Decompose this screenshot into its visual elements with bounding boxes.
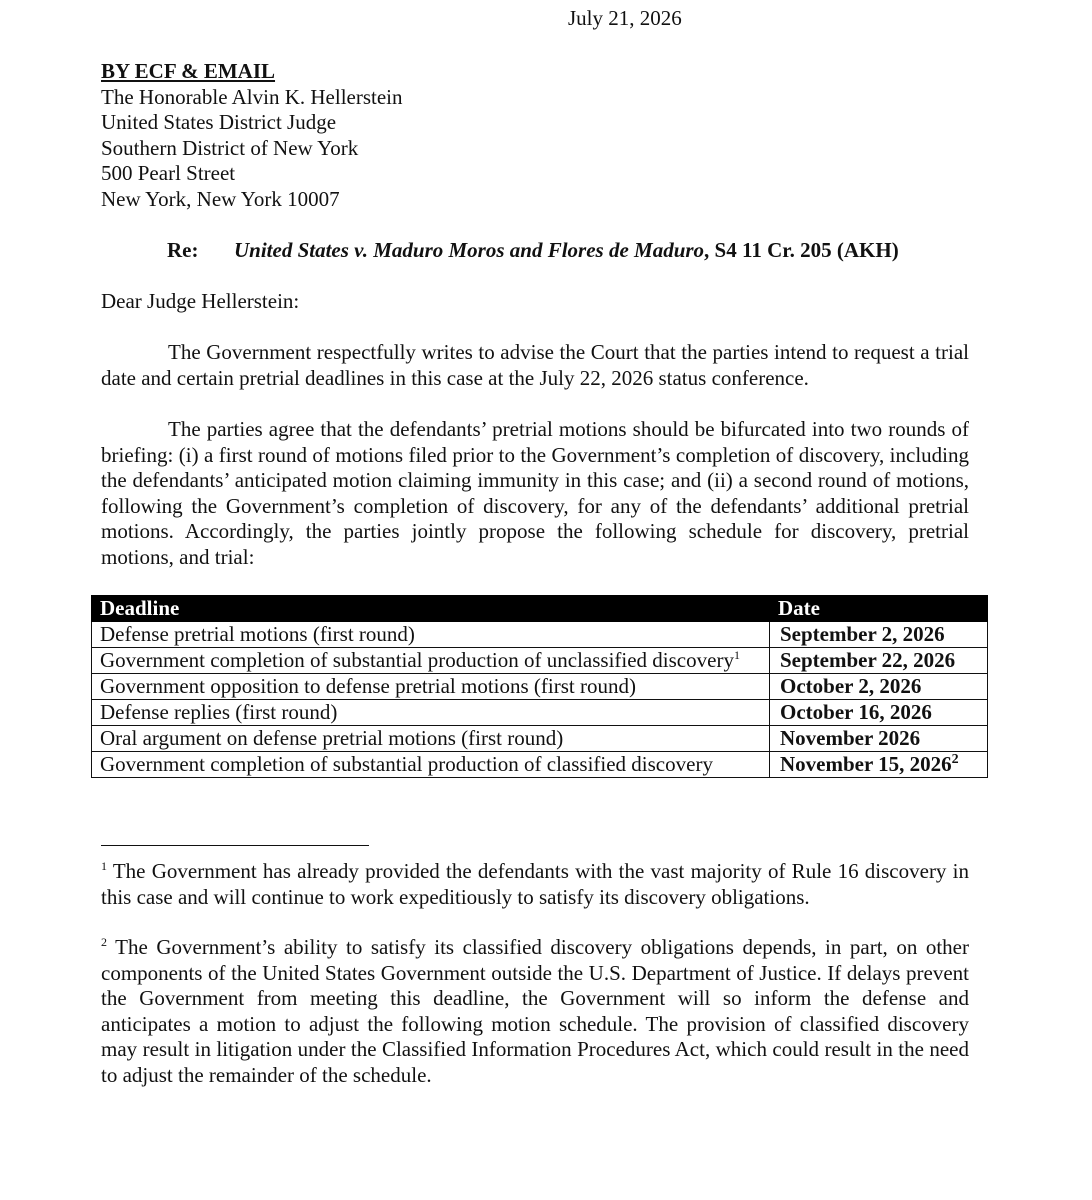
- table-row: [92, 726, 988, 752]
- deadline-cell: Oral argument on defense pretrial motions (first round): [92, 726, 770, 752]
- docket-number: , S4 11 Cr. 205 (AKH): [704, 238, 899, 262]
- table-row: [92, 674, 988, 700]
- address-line: New York, New York 10007: [101, 186, 340, 211]
- column-header-deadline: Deadline: [92, 596, 770, 622]
- footnote-ref: 1: [733, 648, 740, 662]
- delivery-method: BY ECF & EMAIL: [101, 59, 276, 83]
- deadline-cell: Government completion of substantial production of classified discovery: [92, 752, 770, 778]
- letter-date: July 21, 2026: [568, 6, 682, 30]
- salutation: Dear Judge Hellerstein:: [101, 289, 300, 313]
- address-line: The Honorable Alvin K. Hellerstein: [101, 84, 403, 109]
- recipient-address-block: [101, 59, 403, 212]
- deadline-cell: Defense pretrial motions (first round): [92, 622, 770, 648]
- deadline-cell: Government completion of substantial production of unclassified discovery$^1$: [92, 648, 770, 674]
- footnote-text: The Government has already provided the defendants with the vast majority of Rule 16 discovery in this case and will continue to work expeditiously to satisfy its discovery obligations.: [101, 859, 969, 909]
- date-cell: November 15, 2026$^2$: [770, 752, 988, 778]
- re-line: [167, 238, 899, 264]
- deadline-cell: Government opposition to defense pretrial motions (first round): [92, 674, 770, 700]
- date-cell: October 2, 2026: [770, 674, 988, 700]
- date-cell: October 16, 2026: [770, 700, 988, 726]
- footnote-marker: 2: [101, 935, 107, 949]
- date-cell: November 2026: [770, 726, 988, 752]
- footnote-marker: 1: [101, 859, 107, 873]
- table-row: [92, 752, 988, 778]
- date-cell: September 2, 2026: [770, 622, 988, 648]
- re-label: Re:: [167, 238, 199, 262]
- body-paragraph-1: [101, 340, 969, 391]
- footnote-text: The Government’s ability to satisfy its classified discovery obligations depends, in part, on other components of the United States Government outside the U.S. Department of Justice. If delays prevent the Government from meeting this deadline, the Government will so inform the defense and anticipates a motion to adjust the following motion schedule. The provision of classified discovery may result in litigation under the Classified Information Procedures Act, which could result in the need to adjust the remainder of the schedule.: [101, 935, 969, 1087]
- table-row: [92, 700, 988, 726]
- footnote-1: [101, 859, 969, 910]
- footnote-2: [101, 935, 969, 1088]
- address-line: 500 Pearl Street: [101, 161, 236, 185]
- table-row: [92, 648, 988, 674]
- column-header-date: Date: [770, 596, 988, 622]
- schedule-table: [91, 595, 988, 778]
- address-line: Southern District of New York: [101, 135, 359, 160]
- table-header-row: [92, 596, 988, 622]
- case-caption: United States v. Maduro Moros and Flores de Maduro: [234, 238, 705, 262]
- paragraph-text: The Government respectfully writes to advise the Court that the parties intend to request a trial date and certain pretrial deadlines in this case at the July 22, 2026 status conference.: [101, 340, 969, 390]
- footnote-ref: 2: [951, 752, 959, 767]
- date-cell: September 22, 2026: [770, 648, 988, 674]
- deadline-cell: Defense replies (first round): [92, 700, 770, 726]
- footnote-separator: [101, 845, 369, 846]
- table-row: [92, 622, 988, 648]
- body-paragraph-2: [101, 417, 969, 570]
- paragraph-text: The parties agree that the defendants’ pretrial motions should be bifurcated into two rounds of briefing: (i) a first round of motions filed prior to the Government’s completion of discovery, including the defendants’ anticipated motion claiming immunity in this case; and (ii) a second round of motions, following the Government’s completion of discovery, for any of the defendants’ additional pretrial motions. Accordingly, the parties jointly propose the following schedule for discovery, pretrial motions, and trial:: [101, 417, 969, 569]
- address-line: United States District Judge: [101, 110, 337, 134]
